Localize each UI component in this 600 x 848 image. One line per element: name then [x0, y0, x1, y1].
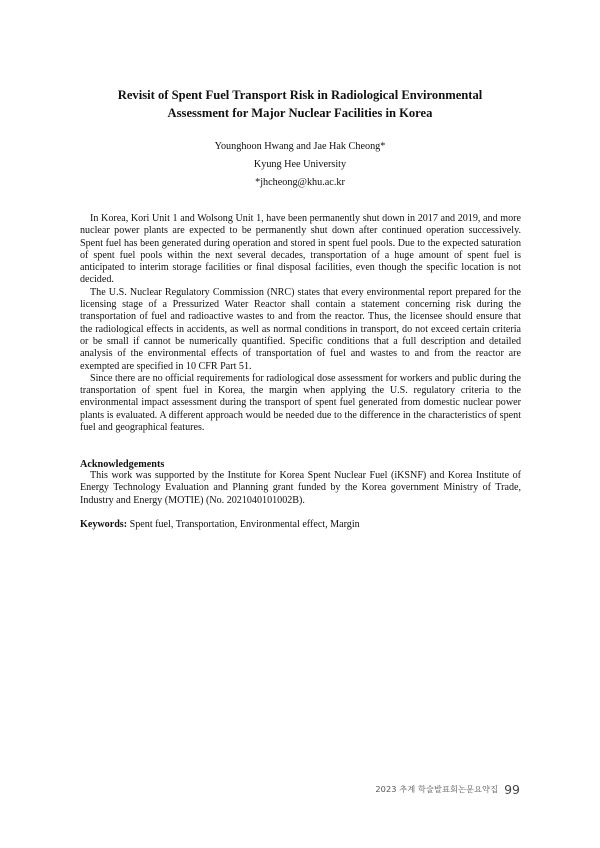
paper-title-line-1: Revisit of Spent Fuel Transport Risk in Radiological Environmental — [117, 88, 483, 102]
paper-title — [60, 86, 540, 122]
keywords-line — [80, 518, 521, 531]
author-affiliation: Kyung Hee University — [253, 159, 347, 170]
proceedings-title: 2023 추계 학술발표회논문요약집 — [375, 784, 499, 794]
acknowledgements-text: This work was supported by the Institute for Korea Spent Nuclear Fuel (iKSNF) and Korea Institute of Energy Technology Evaluation and Planning grant funded by the Korea government Ministry of Trade, Industry and Energy (MOTIE) (No. 2021040101002B). — [80, 470, 521, 506]
keywords-text: Spent fuel, Transportation, Environmental effect, Margin — [127, 519, 360, 530]
corresponding-email: *jhcheong@khu.ac.kr — [255, 177, 345, 188]
acknowledgements-body — [80, 470, 521, 507]
page-footer — [360, 779, 520, 798]
acknowledgements-heading: Acknowledgements — [80, 459, 165, 470]
keywords-label: Keywords: — [80, 519, 128, 530]
paper-title-line-2: Assessment for Major Nuclear Facilities in Korea — [167, 106, 433, 120]
page-number: 99 — [504, 782, 520, 797]
abstract-body — [80, 213, 521, 434]
abstract-paragraph-2: The U.S. Nuclear Regulatory Commission (NRC) states that every environmental report prepared for the licensing stage of a Pressurized Water Reactor shall contain a statement concerning risk during the transportation of fuel and radioactive wastes to and from the reactor. Thus, the licensee should ensure that the radiological effects in accidents, as well as normal conditions in transport, do not exceed certain criteria or be small if cannot be numerically quantified. Specific conditions that a full description and detailed analysis of the environmental effects of transportation of fuel and wastes to and from the reactor are exempted are specified in 10 CFR Part 51. — [80, 286, 521, 372]
abstract-paragraph-1: In Korea, Kori Unit 1 and Wolsong Unit 1, have been permanently shut down in 2017 and 2019, and more nuclear power plants are expected to be permanently shut down after continued operation successively. Spent fuel has been generated during operation and stored in spent fuel pools. Due to the expected saturation of spent fuel pools within the next several decades, transportation of a huge amount of spent fuel is anticipated to interim storage facilities or final disposal facilities, even though the specific location is not decided. — [80, 213, 521, 286]
author-list: Younghoon Hwang and Jae Hak Cheong* — [214, 141, 386, 152]
abstract-paragraph-3: Since there are no official requirements for radiological dose assessment for workers and public during the transportation of spent fuel in Korea, the margin when applying the U.S. regulatory criteria to the environmental impact assessment during the transport of spent fuel generated from domestic nuclear power plants is evaluated. A different approach would be needed due to the difference in the characteristics of spent fuel and geographical features. — [80, 372, 521, 434]
